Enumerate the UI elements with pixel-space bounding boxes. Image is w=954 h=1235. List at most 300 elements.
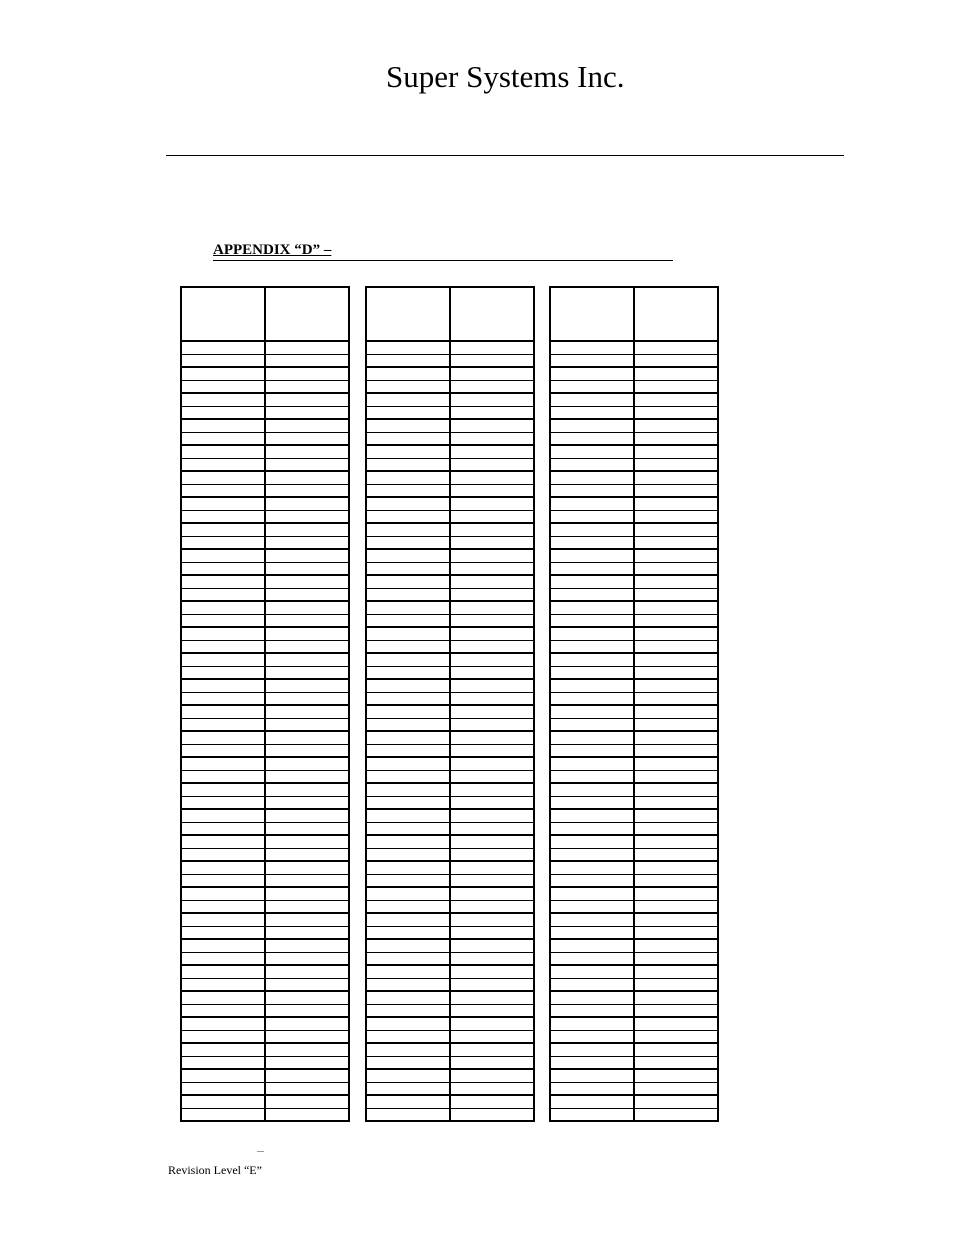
blank-cell	[265, 627, 349, 640]
blank-cell	[634, 640, 718, 653]
blank-cell	[181, 406, 265, 419]
blank-cell	[634, 367, 718, 380]
blank-cell	[450, 1108, 534, 1121]
table-row	[550, 809, 718, 822]
blank-cell	[550, 991, 634, 1004]
table-row	[181, 497, 349, 510]
blank-cell	[265, 471, 349, 484]
table-row	[181, 874, 349, 887]
blank-cell	[265, 458, 349, 471]
blank-cell	[181, 510, 265, 523]
table-row	[366, 380, 534, 393]
table-row	[550, 458, 718, 471]
blank-cell	[450, 705, 534, 718]
table-row	[181, 848, 349, 861]
table-row	[550, 1043, 718, 1056]
blank-cell	[550, 679, 634, 692]
blank-cell	[450, 1069, 534, 1082]
table-row	[181, 1082, 349, 1095]
blank-cell	[265, 757, 349, 770]
table-row	[366, 731, 534, 744]
blank-cell	[366, 510, 450, 523]
table-row	[550, 484, 718, 497]
table-row	[181, 809, 349, 822]
blank-cell	[265, 978, 349, 991]
table-row	[550, 757, 718, 770]
table-row	[366, 484, 534, 497]
blank-cell	[550, 614, 634, 627]
table-row	[181, 666, 349, 679]
blank-cell	[366, 770, 450, 783]
table-row	[550, 510, 718, 523]
table-row	[181, 640, 349, 653]
blank-cell	[634, 848, 718, 861]
blank-table-1	[180, 286, 344, 1152]
table-row	[366, 939, 534, 952]
blank-cell	[634, 809, 718, 822]
blank-cell	[550, 471, 634, 484]
blank-cell	[634, 458, 718, 471]
table-row	[366, 705, 534, 718]
blank-cell	[634, 835, 718, 848]
blank-cell	[181, 666, 265, 679]
table-row	[550, 744, 718, 757]
blank-cell	[181, 809, 265, 822]
blank-cell	[450, 874, 534, 887]
blank-cell	[366, 900, 450, 913]
blank-cell	[366, 575, 450, 588]
blank-cell	[366, 757, 450, 770]
header-cell	[550, 287, 634, 341]
table-row	[366, 445, 534, 458]
table-row	[550, 939, 718, 952]
header-cell	[265, 287, 349, 341]
blank-cell	[181, 952, 265, 965]
blank-cell	[550, 588, 634, 601]
table-row	[366, 627, 534, 640]
blank-cell	[265, 588, 349, 601]
table-row	[550, 965, 718, 978]
blank-cell	[265, 1030, 349, 1043]
table-row	[366, 575, 534, 588]
table-row	[366, 952, 534, 965]
blank-cell	[450, 653, 534, 666]
blank-cell	[550, 523, 634, 536]
header-cell	[450, 287, 534, 341]
blank-cell	[366, 731, 450, 744]
blank-cell	[181, 419, 265, 432]
blank-cell	[265, 562, 349, 575]
blank-cell	[265, 939, 349, 952]
blank-cell	[181, 1004, 265, 1017]
blank-cell	[550, 939, 634, 952]
blank-cell	[450, 679, 534, 692]
table-row	[550, 783, 718, 796]
table-row	[366, 809, 534, 822]
table-row	[366, 861, 534, 874]
table-row	[181, 861, 349, 874]
blank-cell	[265, 419, 349, 432]
blank-cell	[450, 1043, 534, 1056]
table-row	[366, 1004, 534, 1017]
blank-cell	[181, 497, 265, 510]
blank-cell	[550, 367, 634, 380]
blank-cell	[181, 1056, 265, 1069]
blank-cell	[450, 809, 534, 822]
blank-cell	[265, 406, 349, 419]
blank-cell	[181, 744, 265, 757]
table-row	[550, 419, 718, 432]
table-row	[181, 1043, 349, 1056]
blank-cell	[181, 627, 265, 640]
blank-cell	[634, 471, 718, 484]
table-row	[366, 666, 534, 679]
blank-cell	[265, 640, 349, 653]
blank-cell	[634, 614, 718, 627]
table-row	[181, 731, 349, 744]
blank-cell	[265, 601, 349, 614]
blank-cell	[181, 575, 265, 588]
table-row	[550, 718, 718, 731]
blank-cell	[550, 380, 634, 393]
blank-cell	[366, 822, 450, 835]
blank-cell	[181, 1108, 265, 1121]
blank-cell	[450, 341, 534, 354]
blank-cell	[181, 861, 265, 874]
blank-cell	[181, 835, 265, 848]
blank-cell	[181, 991, 265, 1004]
blank-cell	[265, 510, 349, 523]
blank-cell	[265, 783, 349, 796]
blank-cell	[450, 562, 534, 575]
blank-cell	[634, 1082, 718, 1095]
blank-cell	[634, 757, 718, 770]
table-row	[181, 991, 349, 1004]
table-row	[366, 549, 534, 562]
table-row	[181, 445, 349, 458]
table-row	[550, 705, 718, 718]
blank-cell	[450, 380, 534, 393]
blank-cell	[450, 471, 534, 484]
blank-cell	[450, 510, 534, 523]
table-row	[366, 770, 534, 783]
blank-cell	[634, 887, 718, 900]
blank-cell	[265, 575, 349, 588]
table-row	[366, 562, 534, 575]
blank-cell	[181, 380, 265, 393]
blank-cell	[181, 705, 265, 718]
blank-cell	[450, 588, 534, 601]
table-row	[550, 796, 718, 809]
blank-cell	[634, 484, 718, 497]
blank-cell	[366, 705, 450, 718]
blank-cell	[550, 458, 634, 471]
blank-cell	[265, 874, 349, 887]
blank-cell	[366, 588, 450, 601]
blank-cell	[450, 796, 534, 809]
table-row	[181, 393, 349, 406]
blank-cell	[366, 1004, 450, 1017]
blank-cell	[450, 523, 534, 536]
blank-cell	[181, 757, 265, 770]
blank-cell	[366, 393, 450, 406]
blank-cell	[181, 562, 265, 575]
blank-grid-table	[180, 286, 350, 1122]
table-row	[550, 1069, 718, 1082]
blank-cell	[181, 913, 265, 926]
blank-cell	[366, 679, 450, 692]
table-row	[181, 835, 349, 848]
blank-cell	[265, 367, 349, 380]
blank-cell	[634, 627, 718, 640]
blank-cell	[634, 393, 718, 406]
blank-cell	[265, 1056, 349, 1069]
table-row	[550, 692, 718, 705]
blank-cell	[366, 744, 450, 757]
blank-cell	[550, 575, 634, 588]
blank-cell	[634, 978, 718, 991]
blank-cell	[366, 354, 450, 367]
table-row	[181, 432, 349, 445]
blank-cell	[366, 952, 450, 965]
blank-cell	[181, 341, 265, 354]
blank-table-2	[365, 286, 529, 1152]
table-row	[550, 393, 718, 406]
blank-cell	[181, 367, 265, 380]
table-row	[550, 900, 718, 913]
blank-cell	[181, 692, 265, 705]
blank-cell	[265, 887, 349, 900]
blank-cell	[366, 796, 450, 809]
table-row	[550, 536, 718, 549]
table-row	[550, 1108, 718, 1121]
small-page-mark	[257, 1151, 264, 1152]
table-row	[181, 887, 349, 900]
blank-cell	[634, 1043, 718, 1056]
blank-cell	[181, 822, 265, 835]
blank-cell	[181, 549, 265, 562]
table-row	[550, 640, 718, 653]
blank-cell	[265, 354, 349, 367]
blank-cell	[450, 367, 534, 380]
blank-cell	[181, 939, 265, 952]
blank-cell	[265, 848, 349, 861]
blank-cell	[366, 991, 450, 1004]
table-row	[181, 705, 349, 718]
blank-cell	[450, 783, 534, 796]
table-row	[366, 471, 534, 484]
blank-cell	[450, 1017, 534, 1030]
table-row	[550, 549, 718, 562]
blank-cell	[265, 1004, 349, 1017]
blank-cell	[550, 978, 634, 991]
table-header-row	[366, 287, 534, 341]
appendix-title: APPENDIX “D” –	[213, 242, 332, 258]
table-row	[181, 549, 349, 562]
blank-cell	[634, 497, 718, 510]
blank-cell	[366, 536, 450, 549]
blank-cell	[265, 1095, 349, 1108]
table-header-row	[550, 287, 718, 341]
table-row	[366, 1069, 534, 1082]
table-row	[550, 887, 718, 900]
blank-cell	[634, 874, 718, 887]
table-row	[366, 874, 534, 887]
blank-cell	[634, 926, 718, 939]
blank-cell	[265, 393, 349, 406]
table-row	[181, 1004, 349, 1017]
blank-cell	[265, 341, 349, 354]
blank-cell	[550, 952, 634, 965]
blank-cell	[366, 549, 450, 562]
blank-cell	[366, 913, 450, 926]
blank-cell	[634, 1004, 718, 1017]
table-row	[550, 653, 718, 666]
blank-cell	[181, 965, 265, 978]
blank-cell	[181, 445, 265, 458]
blank-cell	[366, 484, 450, 497]
blank-cell	[634, 601, 718, 614]
blank-cell	[634, 900, 718, 913]
blank-cell	[634, 913, 718, 926]
blank-cell	[550, 926, 634, 939]
table-row	[550, 926, 718, 939]
table-row	[550, 614, 718, 627]
blank-cell	[265, 666, 349, 679]
blank-cell	[265, 549, 349, 562]
table-row	[550, 1056, 718, 1069]
table-row	[550, 471, 718, 484]
blank-cell	[366, 458, 450, 471]
blank-cell	[265, 809, 349, 822]
header-cell	[366, 287, 450, 341]
blank-cell	[450, 1095, 534, 1108]
blank-cell	[366, 419, 450, 432]
blank-cell	[181, 978, 265, 991]
blank-cell	[550, 718, 634, 731]
blank-cell	[366, 666, 450, 679]
blank-cell	[550, 900, 634, 913]
table-row	[550, 952, 718, 965]
table-row	[550, 341, 718, 354]
blank-cell	[181, 1017, 265, 1030]
blank-cell	[366, 783, 450, 796]
table-row	[181, 575, 349, 588]
table-row	[181, 523, 349, 536]
table-row	[366, 744, 534, 757]
table-row	[550, 848, 718, 861]
blank-cell	[181, 393, 265, 406]
blank-cell	[265, 926, 349, 939]
blank-cell	[634, 380, 718, 393]
blank-cell	[265, 900, 349, 913]
blank-cell	[366, 341, 450, 354]
blank-cell	[450, 614, 534, 627]
blank-cell	[450, 419, 534, 432]
table-row	[366, 614, 534, 627]
blank-cell	[450, 887, 534, 900]
blank-cell	[450, 835, 534, 848]
table-row	[366, 900, 534, 913]
blank-cell	[450, 458, 534, 471]
blank-cell	[181, 1095, 265, 1108]
blank-cell	[550, 601, 634, 614]
table-row	[181, 757, 349, 770]
blank-cell	[450, 575, 534, 588]
table-row	[550, 835, 718, 848]
table-row	[550, 822, 718, 835]
table-row	[181, 926, 349, 939]
table-row	[550, 575, 718, 588]
table-row	[181, 484, 349, 497]
blank-cell	[634, 536, 718, 549]
table-row	[550, 523, 718, 536]
table-row	[181, 614, 349, 627]
blank-cell	[550, 770, 634, 783]
blank-cell	[550, 1056, 634, 1069]
blank-cell	[181, 718, 265, 731]
blank-cell	[550, 744, 634, 757]
blank-cell	[366, 1043, 450, 1056]
table-row	[181, 1030, 349, 1043]
blank-cell	[450, 770, 534, 783]
blank-cell	[634, 549, 718, 562]
blank-cell	[181, 900, 265, 913]
blank-cell	[550, 835, 634, 848]
table-row	[181, 1017, 349, 1030]
table-row	[181, 653, 349, 666]
blank-cell	[450, 731, 534, 744]
blank-cell	[550, 692, 634, 705]
table-row	[550, 354, 718, 367]
blank-cell	[366, 965, 450, 978]
blank-cell	[634, 705, 718, 718]
blank-cell	[550, 1095, 634, 1108]
table-row	[366, 588, 534, 601]
blank-cell	[265, 913, 349, 926]
blank-cell	[181, 1043, 265, 1056]
blank-cell	[550, 822, 634, 835]
blank-cell	[450, 978, 534, 991]
blank-cell	[450, 354, 534, 367]
table-row	[181, 796, 349, 809]
table-row	[181, 601, 349, 614]
blank-cell	[634, 432, 718, 445]
blank-cell	[550, 341, 634, 354]
blank-cell	[550, 874, 634, 887]
table-row	[550, 679, 718, 692]
table-row	[366, 796, 534, 809]
blank-cell	[634, 796, 718, 809]
table-row	[366, 757, 534, 770]
blank-cell	[366, 601, 450, 614]
blank-cell	[366, 692, 450, 705]
blank-table-3	[549, 286, 713, 1152]
blank-cell	[634, 666, 718, 679]
blank-cell	[550, 549, 634, 562]
table-row	[366, 965, 534, 978]
blank-cell	[450, 406, 534, 419]
table-row	[366, 783, 534, 796]
table-row	[181, 978, 349, 991]
table-row	[366, 601, 534, 614]
blank-cell	[366, 887, 450, 900]
blank-cell	[550, 1017, 634, 1030]
blank-cell	[550, 705, 634, 718]
blank-cell	[181, 523, 265, 536]
table-row	[366, 367, 534, 380]
table-row	[550, 913, 718, 926]
